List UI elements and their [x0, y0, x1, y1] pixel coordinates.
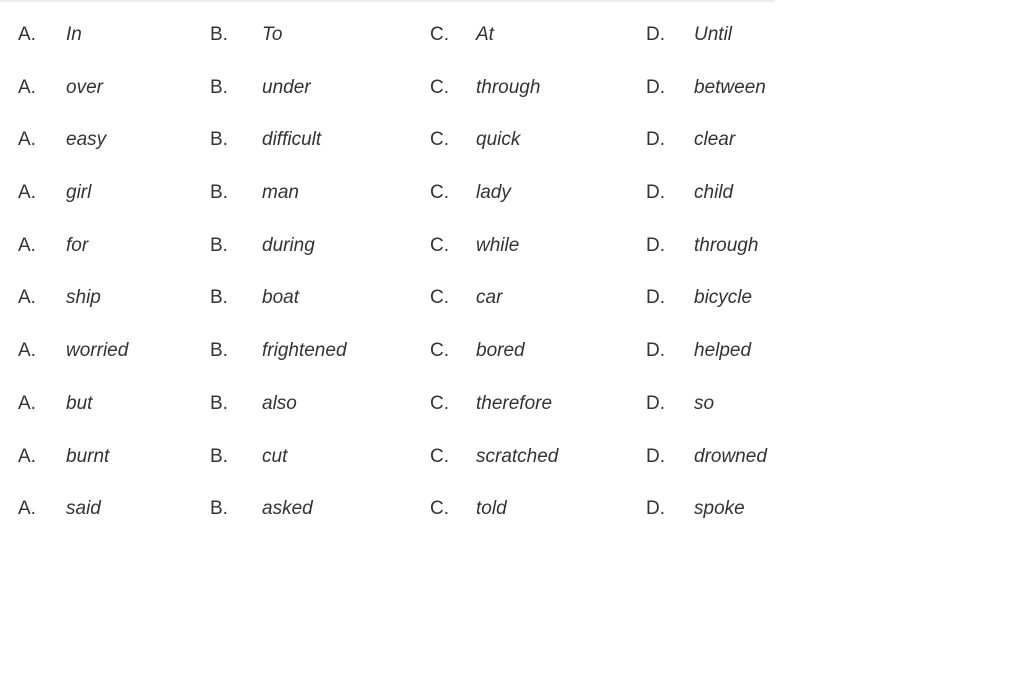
- option-letter-d: D.: [646, 445, 665, 467]
- option-letter-d: D.: [646, 392, 665, 414]
- option-d[interactable]: child: [694, 182, 734, 204]
- option-letter-b: B.: [210, 498, 228, 520]
- option-letter-d: D.: [646, 340, 665, 362]
- option-letter-b: B.: [210, 234, 228, 256]
- option-letter-b: B.: [210, 24, 228, 45]
- option-letter-d: D.: [646, 234, 665, 256]
- option-b[interactable]: frightened: [262, 340, 347, 362]
- question-row-3: [0, 122, 800, 175]
- option-d[interactable]: bicycle: [694, 287, 753, 309]
- question-row-7: [0, 333, 800, 386]
- option-b[interactable]: asked: [262, 498, 313, 520]
- option-a[interactable]: burnt: [66, 445, 110, 467]
- option-c[interactable]: quick: [476, 129, 521, 151]
- option-c[interactable]: through: [476, 76, 541, 98]
- option-b[interactable]: difficult: [262, 129, 322, 151]
- question-row-5: [0, 228, 800, 281]
- question-row-8: [0, 386, 800, 439]
- option-c[interactable]: car: [476, 287, 503, 309]
- option-letter-c: C.: [430, 498, 449, 520]
- question-row-1: [0, 17, 800, 70]
- question-row-2: [0, 70, 800, 123]
- option-letter-d: D.: [646, 129, 665, 151]
- option-a[interactable]: worried: [66, 340, 129, 362]
- option-letter-a: A.: [18, 76, 36, 98]
- option-c[interactable]: while: [476, 234, 520, 256]
- option-letter-b: B.: [210, 129, 228, 151]
- question-row-9: [0, 439, 800, 492]
- option-d[interactable]: clear: [694, 129, 736, 151]
- option-d[interactable]: spoke: [694, 498, 745, 520]
- option-letter-a: A.: [18, 234, 36, 256]
- option-c[interactable]: lady: [476, 182, 511, 204]
- option-a[interactable]: In: [66, 24, 82, 45]
- option-letter-d: D.: [646, 182, 665, 204]
- option-b[interactable]: also: [262, 392, 297, 414]
- option-b[interactable]: during: [262, 234, 315, 256]
- option-letter-d: D.: [646, 498, 665, 520]
- option-letter-b: B.: [210, 76, 228, 98]
- top-divider: [0, 0, 775, 2]
- option-letter-a: A.: [18, 445, 36, 467]
- option-d[interactable]: between: [694, 76, 766, 98]
- option-letter-d: D.: [646, 76, 665, 98]
- option-letter-c: C.: [430, 76, 449, 98]
- option-letter-a: A.: [18, 340, 36, 362]
- option-d[interactable]: so: [694, 392, 715, 414]
- option-letter-c: C.: [430, 182, 449, 204]
- option-letter-d: D.: [646, 287, 665, 309]
- option-a[interactable]: ship: [66, 287, 101, 309]
- option-letter-c: C.: [430, 24, 449, 45]
- option-c[interactable]: therefore: [476, 392, 553, 414]
- question-row-10: [0, 491, 800, 544]
- option-d[interactable]: helped: [694, 340, 752, 362]
- option-letter-b: B.: [210, 182, 228, 204]
- option-c[interactable]: bored: [476, 340, 525, 362]
- option-letter-a: A.: [18, 182, 36, 204]
- question-row-6: [0, 280, 800, 333]
- option-b[interactable]: cut: [262, 445, 288, 467]
- option-a[interactable]: for: [66, 234, 89, 256]
- option-a[interactable]: but: [66, 392, 93, 414]
- option-c[interactable]: scratched: [476, 445, 559, 467]
- option-d[interactable]: through: [694, 234, 759, 256]
- option-letter-a: A.: [18, 24, 36, 45]
- option-letter-c: C.: [430, 129, 449, 151]
- option-d[interactable]: Until: [694, 24, 733, 45]
- option-d[interactable]: drowned: [694, 445, 767, 467]
- option-letter-d: D.: [646, 24, 665, 45]
- option-a[interactable]: over: [66, 76, 103, 98]
- option-a[interactable]: easy: [66, 129, 107, 151]
- option-letter-c: C.: [430, 392, 449, 414]
- option-letter-c: C.: [430, 287, 449, 309]
- option-letter-c: C.: [430, 445, 449, 467]
- option-b[interactable]: under: [262, 76, 311, 98]
- option-letter-c: C.: [430, 234, 449, 256]
- question-row-4: [0, 175, 800, 228]
- option-letter-c: C.: [430, 340, 449, 362]
- option-letter-b: B.: [210, 340, 228, 362]
- option-letter-a: A.: [18, 392, 36, 414]
- option-a[interactable]: girl: [66, 182, 92, 204]
- option-letter-a: A.: [18, 287, 36, 309]
- option-letter-a: A.: [18, 129, 36, 151]
- answer-options-table: [0, 17, 800, 544]
- option-c[interactable]: At: [476, 24, 494, 45]
- option-b[interactable]: boat: [262, 287, 299, 309]
- option-letter-a: A.: [18, 498, 36, 520]
- option-letter-b: B.: [210, 392, 228, 414]
- option-b[interactable]: To: [262, 24, 283, 45]
- option-c[interactable]: told: [476, 498, 507, 520]
- option-a[interactable]: said: [66, 498, 101, 520]
- option-b[interactable]: man: [262, 182, 299, 204]
- option-letter-b: B.: [210, 287, 228, 309]
- option-letter-b: B.: [210, 445, 228, 467]
